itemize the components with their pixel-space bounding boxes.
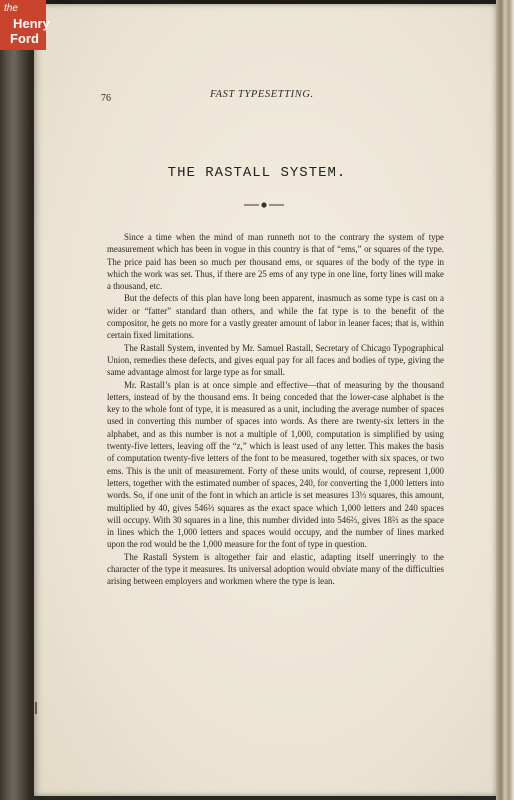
paragraph: The Rastall System is altogether fair and elastic, adapting itself unerringly to the character of the type it measures. Its universal adoption would obviate many of the difficulties arising between employers and workmen where the type is lean. <box>107 551 444 587</box>
paragraph: Since a time when the mind of man runneth not to the contrary the system of type measurement which has been in vogue in this country is that of “ems,” or squares of the type. The price paid has been so much per thousand ems, or squares of the body of the type in which the work was set. Thus, if there are 25 ems of any type in one line, forty lines will make a thousand, etc. <box>107 232 444 292</box>
henry-ford-logo <box>0 0 50 50</box>
article-body <box>107 231 444 588</box>
running-title: FAST TYPESETTING. <box>210 89 314 100</box>
logo-text-the: the <box>4 3 18 14</box>
page-edges <box>496 0 514 800</box>
paragraph: The Rastall System, invented by Mr. Samuel Rastall, Secretary of Chicago Typographical Union, remedies these defects, and gives equal pay for all faces and bodies of type, giving the same advantage almost for large type as for small. <box>107 342 444 378</box>
article-title: THE RASTALL SYSTEM. <box>167 165 347 181</box>
page-number: 76 <box>101 93 111 104</box>
paragraph: Mr. Rastall’s plan is at once simple and effective—that of measuring by the thousand letters, instead of by the thousand ems. It being conceded that the lower-case alphabet is the key to the whole font of type, it is measured as a unit, including the average number of spaces used in converting this number of spaces into words. As there are twenty-six letters in the alphabet, and as this number is not a multiple of 1,000, computation is simplified by using twenty-five letters, leaving off the “z,” which is least used of any letter. This makes the basis of computation twenty-five letters of the font to be measured, together with six spaces, or two ems. This is the unit of measurement. Forty of these units would, of course, represent 1,000 letters, together with the estimated number of spaces, 240, for converting the 1,000 letters into words. So, if one unit of the font in which an article is set measures 13⅓ squares, this amount, multiplied by 40, gives 546⅔ squares as the exact space which 1,000 letters and 240 spaces will occupy. With 30 squares in a line, this number divided into 546⅔, gives 18⅔ as the space in lines which the 1,000 letters and spaces would occupy, and the number of lines marked upon the rod would be the 1,000 measure for the font of type in question. <box>107 379 444 550</box>
logo-text-ford: Ford <box>10 31 39 46</box>
paragraph: But the defects of this plan have long been apparent, inasmuch as some type is cast on a wider or “fatter” standard than others, and while the fat type is to the benefit of the compositor, he gets no more for a vastly greater amount of labor in leaner faces; that is, within certain fixed limitations. <box>107 293 444 341</box>
logo-text-henry: Henry <box>13 16 50 31</box>
ornament-icon <box>244 200 284 210</box>
pencil-mark <box>35 702 37 714</box>
